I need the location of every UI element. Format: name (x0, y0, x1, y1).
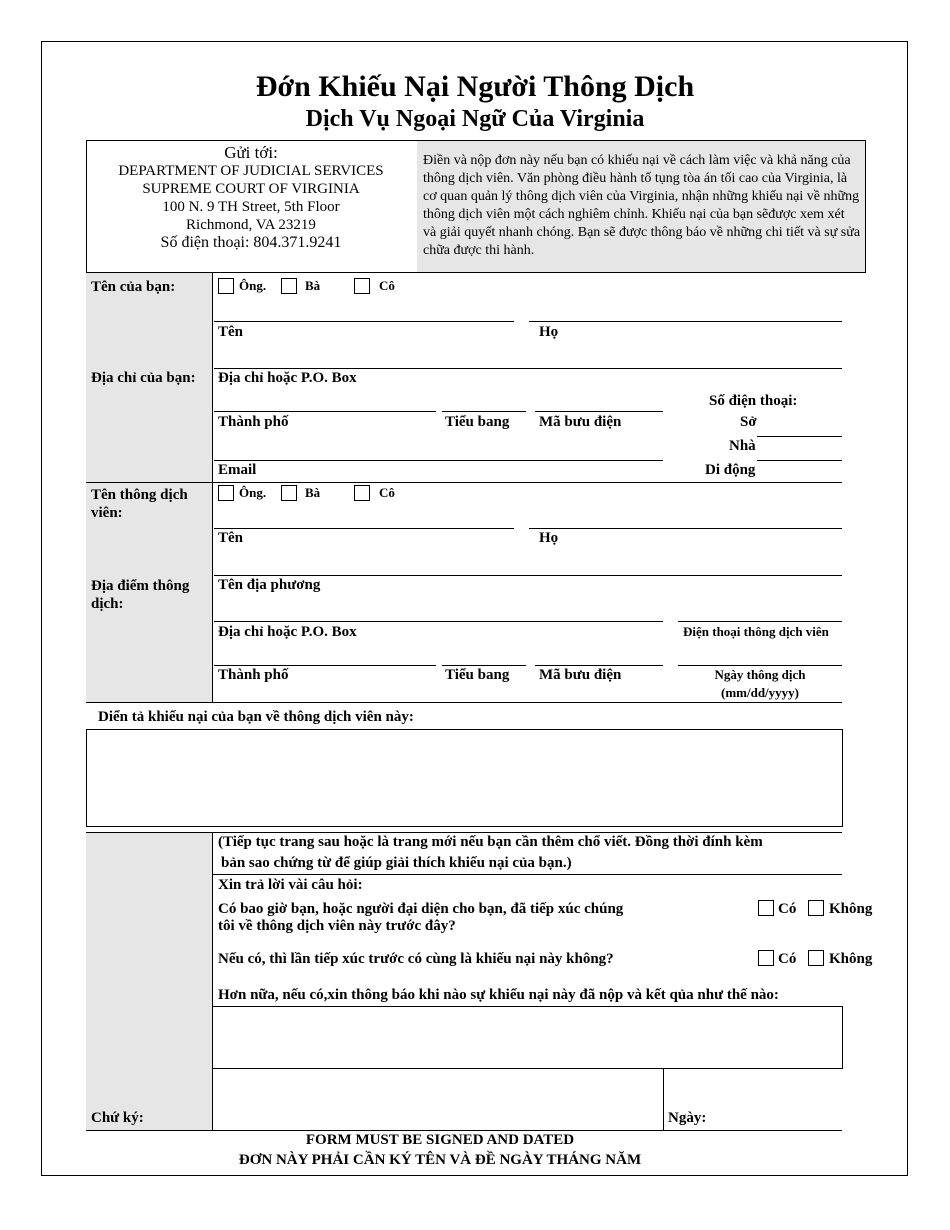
instructions-text: Điền và nộp đơn này nếu bạn có khiếu nại về cách làm việc và khả năng của thông dịch viên. Văn phòng điều hành tố tụng tòa án tối cao của Virginia, là cơ quan quản lý thông dịch viên của Virginia, nhận những khiếu nại về những thông dịch viên một cách nghiêm chỉnh. Khiếu nại của bạn sẽđược xem xét và giải quyết nhanh chóng. Bạn sẽ được thông báo về những chi tiết và sự sửa chữa được thi hành. (423, 153, 861, 258)
q2-yes-label: Có (778, 951, 797, 967)
q2-no-checkbox[interactable] (808, 950, 824, 966)
interp-mrs-checkbox[interactable] (281, 485, 297, 501)
q2-yes-checkbox[interactable] (758, 950, 774, 966)
loc-zip-field[interactable] (535, 665, 663, 666)
send-to-line: DEPARTMENT OF JUDICIAL SERVICES (118, 163, 384, 179)
location-label: Địa điểm thông dịch: (91, 578, 190, 612)
interp-date-label: Ngày thông dịch (714, 667, 806, 682)
q1-yes-checkbox[interactable] (758, 900, 774, 916)
footer-vietnamese: ĐƠN NÀY PHẢI CẦN KÝ TÊN VÀ ĐỀ NGÀY THÁNG NĂM (238, 1152, 642, 1168)
label-column-lower (86, 832, 212, 1130)
send-to-line: SUPREME COURT OF VIRGINIA (142, 181, 360, 197)
work-phone-label: Sở (740, 414, 757, 430)
your-name-label: Tên của bạn: (91, 279, 176, 295)
questions-intro: Xin trả lời vài câu hỏi: (218, 877, 363, 893)
continue-note-line-1: (Tiếp tục trang sau hoặc là trang mới nếu bạn cần thêm chổ viết. Đồng thời đính kèm (218, 834, 763, 850)
q1-yes-label: Có (778, 901, 797, 917)
mrs-label: Bà (305, 278, 321, 293)
loc-city-label: Thành phố (218, 667, 289, 683)
loc-zip-label: Mã bưu điện (539, 667, 622, 683)
date-label: Ngày: (668, 1110, 707, 1126)
mobile-phone-label: Di động (705, 462, 756, 478)
loc-street-label: Địa chỉ hoặc P.O. Box (218, 624, 357, 640)
mr-checkbox[interactable] (218, 278, 234, 294)
question-1-line-1: Có bao giờ bạn, hoặc người đại diện cho bạn, đã tiếp xúc chúng (218, 901, 624, 917)
send-to-line: Richmond, VA 23219 (186, 217, 316, 233)
place-field[interactable] (214, 575, 842, 576)
send-to-block (88, 144, 414, 252)
email-field[interactable] (214, 460, 663, 461)
form-title: Đớn Khiếu Nại Người Thông Dịch (255, 70, 695, 103)
q1-no-checkbox[interactable] (808, 900, 824, 916)
interp-mrs-label: Bà (305, 485, 321, 500)
interp-last-name-label: Họ (539, 530, 559, 546)
mr-label: Ông. (239, 278, 267, 293)
place-label: Tên địa phương (218, 577, 321, 593)
home-phone-label: Nhà (729, 438, 756, 454)
form-subtitle: Dịch Vụ Ngoại Ngữ Của Virginia (305, 106, 645, 132)
interp-first-name-label: Tên (218, 530, 244, 546)
interp-phone-label: Điện thoại thông dịch viên (683, 624, 829, 639)
street-label: Địa chỉ hoặc P.O. Box (218, 370, 357, 386)
last-name-field[interactable] (529, 321, 842, 322)
footer-english: FORM MUST BE SIGNED AND DATED (305, 1132, 575, 1148)
interp-phone-field[interactable] (678, 621, 842, 622)
work-phone-field[interactable] (757, 436, 842, 437)
email-label: Email (218, 462, 257, 478)
date-field[interactable] (710, 1070, 840, 1128)
interp-miss-label: Cô (379, 485, 395, 500)
city-label: Thành phố (218, 414, 289, 430)
loc-state-field[interactable] (442, 665, 526, 666)
interp-last-name-field[interactable] (529, 528, 842, 529)
interp-first-name-field[interactable] (214, 528, 514, 529)
interpreter-name-label: Tên thông dịch viên: (91, 487, 188, 521)
send-to-line: 100 N. 9 TH Street, 5th Floor (162, 199, 340, 215)
zip-label: Mã bưu điện (539, 414, 622, 430)
complaint-label: Diển tả khiếu nại của bạn về thông dịch viên này: (98, 709, 414, 725)
interp-mr-label: Ông. (239, 485, 267, 500)
question-2: Nếu có, thì lần tiếp xúc trước có cùng là khiếu nại này không? (218, 951, 614, 967)
loc-state-label: Tiểu bang (445, 667, 510, 683)
interp-mr-checkbox[interactable] (218, 485, 234, 501)
send-to-phone: Số điện thoại: 804.371.9241 (160, 234, 342, 251)
state-label: Tiểu bang (445, 414, 510, 430)
miss-checkbox[interactable] (354, 278, 370, 294)
send-to-heading: Gửi tới: (224, 143, 278, 162)
home-phone-field[interactable] (757, 460, 842, 461)
loc-street-field[interactable] (214, 621, 663, 622)
phone-heading: Số điện thoại: (709, 393, 798, 409)
street-field[interactable] (214, 368, 842, 369)
first-name-label: Tên (218, 324, 244, 340)
your-address-label: Địa chỉ của bạn: (91, 370, 196, 386)
q2-no-label: Không (829, 951, 873, 967)
question-3: Hơn nữa, nếu có,xin thông báo khi nào sự khiếu nại này đã nộp và kết qủa như thế nào: (218, 987, 779, 1003)
first-name-field[interactable] (214, 321, 514, 322)
signature-label: Chứ ký: (91, 1110, 144, 1126)
interp-miss-checkbox[interactable] (354, 485, 370, 501)
mrs-checkbox[interactable] (281, 278, 297, 294)
signature-field[interactable] (214, 1070, 661, 1128)
continue-note-line-2: bản sao chứng từ để giúp giải thích khiếu nại của bạn.) (221, 855, 572, 871)
city-field[interactable] (214, 411, 436, 412)
complaint-textarea[interactable] (86, 729, 843, 827)
question-1-line-2: tôi về thông dịch viên này trước đây? (218, 918, 456, 934)
state-field[interactable] (442, 411, 526, 412)
loc-city-field[interactable] (214, 665, 436, 666)
last-name-label: Họ (539, 324, 559, 340)
interp-date-field[interactable] (678, 665, 842, 666)
miss-label: Cô (379, 278, 395, 293)
question-3-textarea[interactable] (212, 1006, 843, 1069)
zip-field[interactable] (535, 411, 663, 412)
q1-no-label: Không (829, 901, 873, 917)
interp-date-format: (mm/dd/yyyy) (721, 685, 799, 700)
